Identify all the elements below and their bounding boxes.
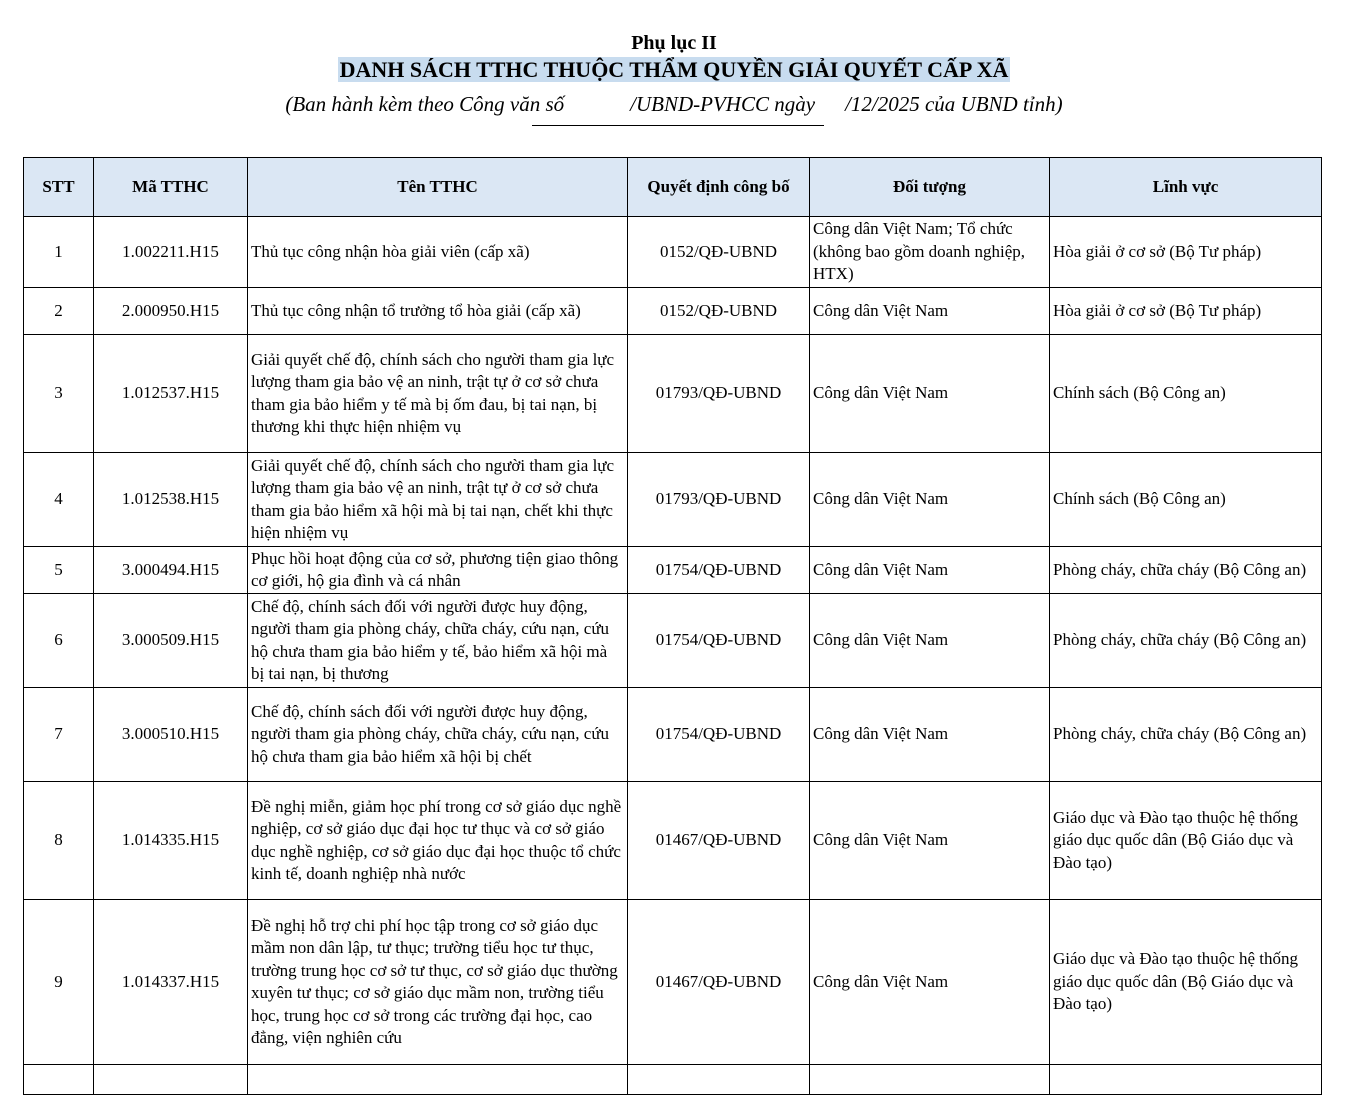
cell-empty bbox=[94, 1065, 248, 1095]
cell-stt: 4 bbox=[24, 453, 94, 547]
column-header-stt: STT bbox=[24, 158, 94, 217]
cell-decision: 01754/QĐ-UBND bbox=[628, 688, 810, 782]
cell-field: Phòng cháy, chữa cháy (Bộ Công an) bbox=[1050, 547, 1322, 594]
column-header-code: Mã TTHC bbox=[94, 158, 248, 217]
cell-decision: 0152/QĐ-UBND bbox=[628, 217, 810, 288]
cell-code: 1.002211.H15 bbox=[94, 217, 248, 288]
cell-field: Phòng cháy, chữa cháy (Bộ Công an) bbox=[1050, 594, 1322, 688]
cell-target: Công dân Việt Nam bbox=[810, 547, 1050, 594]
cell-code: 1.012537.H15 bbox=[94, 335, 248, 453]
table-row bbox=[24, 782, 1322, 900]
cell-stt: 6 bbox=[24, 594, 94, 688]
document-title-text: DANH SÁCH TTHC THUỘC THẨM QUYỀN GIẢI QUYẾT CẤP XÃ bbox=[339, 57, 1009, 82]
cell-field: Chính sách (Bộ Công an) bbox=[1050, 335, 1322, 453]
cell-target: Công dân Việt Nam bbox=[810, 335, 1050, 453]
cell-empty bbox=[1050, 1065, 1322, 1095]
document-subtitle bbox=[0, 90, 1348, 118]
cell-stt: 5 bbox=[24, 547, 94, 594]
table-row bbox=[24, 594, 1322, 688]
table-row-partial bbox=[24, 1065, 1322, 1095]
cell-target: Công dân Việt Nam bbox=[810, 453, 1050, 547]
table-row bbox=[24, 547, 1322, 594]
procedure-table bbox=[23, 157, 1322, 1095]
cell-name: Chế độ, chính sách đối với người được huy động, người tham gia phòng cháy, chữa cháy, cứu nạn, cứu hộ chưa tham gia bảo hiểm xã hội bị chết bbox=[248, 688, 628, 782]
cell-target: Công dân Việt Nam bbox=[810, 594, 1050, 688]
cell-field: Hòa giải ở cơ sở (Bộ Tư pháp) bbox=[1050, 288, 1322, 335]
cell-target: Công dân Việt Nam bbox=[810, 688, 1050, 782]
cell-decision: 0152/QĐ-UBND bbox=[628, 288, 810, 335]
cell-field: Giáo dục và Đào tạo thuộc hệ thống giáo dục quốc dân (Bộ Giáo dục và Đào tạo) bbox=[1050, 782, 1322, 900]
cell-stt: 9 bbox=[24, 900, 94, 1065]
cell-empty bbox=[248, 1065, 628, 1095]
cell-name: Chế độ, chính sách đối với người được huy động, người tham gia phòng cháy, chữa cháy, cứu nạn, cứu hộ chưa tham gia bảo hiểm y tế, bảo hiểm xã hội mà bị tai nạn, bị thương bbox=[248, 594, 628, 688]
cell-decision: 01754/QĐ-UBND bbox=[628, 594, 810, 688]
cell-decision: 01793/QĐ-UBND bbox=[628, 335, 810, 453]
cell-name: Giải quyết chế độ, chính sách cho người tham gia lực lượng tham gia bảo vệ an ninh, trật tự ở cơ sở chưa tham gia bảo hiểm y tế mà bị ốm đau, bị tai nạn, bị thương khi thực hiện nhiệm vụ bbox=[248, 335, 628, 453]
cell-stt: 7 bbox=[24, 688, 94, 782]
table-row bbox=[24, 217, 1322, 288]
cell-empty bbox=[24, 1065, 94, 1095]
cell-code: 3.000509.H15 bbox=[94, 594, 248, 688]
cell-target: Công dân Việt Nam; Tổ chức (không bao gồm doanh nghiệp, HTX) bbox=[810, 217, 1050, 288]
cell-stt: 3 bbox=[24, 335, 94, 453]
cell-name: Thủ tục công nhận hòa giải viên (cấp xã) bbox=[248, 217, 628, 288]
table-row bbox=[24, 688, 1322, 782]
cell-code: 1.012538.H15 bbox=[94, 453, 248, 547]
column-header-decision: Quyết định công bố bbox=[628, 158, 810, 217]
table-row bbox=[24, 335, 1322, 453]
cell-code: 3.000510.H15 bbox=[94, 688, 248, 782]
table-row bbox=[24, 453, 1322, 547]
cell-decision: 01467/QĐ-UBND bbox=[628, 782, 810, 900]
document-header bbox=[0, 30, 1348, 118]
table-row bbox=[24, 288, 1322, 335]
cell-target: Công dân Việt Nam bbox=[810, 782, 1050, 900]
subtitle-part-3: /12/2025 của UBND tỉnh) bbox=[845, 92, 1063, 116]
cell-code: 3.000494.H15 bbox=[94, 547, 248, 594]
document-title bbox=[0, 56, 1348, 84]
cell-target: Công dân Việt Nam bbox=[810, 900, 1050, 1065]
cell-name: Phục hồi hoạt động của cơ sở, phương tiện giao thông cơ giới, hộ gia đình và cá nhân bbox=[248, 547, 628, 594]
cell-stt: 8 bbox=[24, 782, 94, 900]
cell-stt: 2 bbox=[24, 288, 94, 335]
subtitle-underline bbox=[532, 125, 824, 126]
cell-code: 2.000950.H15 bbox=[94, 288, 248, 335]
column-header-field: Lĩnh vực bbox=[1050, 158, 1322, 217]
cell-name: Thủ tục công nhận tổ trưởng tổ hòa giải (cấp xã) bbox=[248, 288, 628, 335]
cell-code: 1.014337.H15 bbox=[94, 900, 248, 1065]
cell-decision: 01793/QĐ-UBND bbox=[628, 453, 810, 547]
cell-name: Giải quyết chế độ, chính sách cho người tham gia lực lượng tham gia bảo vệ an ninh, trật tự ở cơ sở chưa tham gia bảo hiểm xã hội mà bị tai nạn, chết khi thực hiện nhiệm vụ bbox=[248, 453, 628, 547]
appendix-label: Phụ lục II bbox=[631, 32, 717, 54]
subtitle-part-2: /UBND-PVHCC ngày bbox=[630, 92, 816, 116]
cell-decision: 01754/QĐ-UBND bbox=[628, 547, 810, 594]
cell-code: 1.014335.H15 bbox=[94, 782, 248, 900]
cell-empty bbox=[810, 1065, 1050, 1095]
table-header-row bbox=[24, 158, 1322, 217]
subtitle-part-1: (Ban hành kèm theo Công văn số bbox=[285, 92, 565, 116]
cell-name: Đề nghị hỗ trợ chi phí học tập trong cơ sở giáo dục mầm non dân lập, tư thục; trường tiểu học tư thục, trường trung học cơ sở tư thục, cơ sở giáo dục thường xuyên tư thục; cơ sở giáo dục mầm non, trường tiểu học, trung học cơ sở trong các trường đại học, cao đẳng, viện nghiên cứu bbox=[248, 900, 628, 1065]
column-header-target: Đối tượng bbox=[810, 158, 1050, 217]
cell-stt: 1 bbox=[24, 217, 94, 288]
cell-empty bbox=[628, 1065, 810, 1095]
cell-name: Đề nghị miễn, giảm học phí trong cơ sở giáo dục nghề nghiệp, cơ sở giáo dục đại học tư thục và cơ sở giáo dục nghề nghiệp, cơ sở giáo dục đại học thuộc tổ chức kinh tế, doanh nghiệp nhà nước bbox=[248, 782, 628, 900]
cell-target: Công dân Việt Nam bbox=[810, 288, 1050, 335]
column-header-name: Tên TTHC bbox=[248, 158, 628, 217]
cell-field: Phòng cháy, chữa cháy (Bộ Công an) bbox=[1050, 688, 1322, 782]
cell-field: Giáo dục và Đào tạo thuộc hệ thống giáo dục quốc dân (Bộ Giáo dục và Đào tạo) bbox=[1050, 900, 1322, 1065]
table-row bbox=[24, 900, 1322, 1065]
cell-field: Chính sách (Bộ Công an) bbox=[1050, 453, 1322, 547]
cell-field: Hòa giải ở cơ sở (Bộ Tư pháp) bbox=[1050, 217, 1322, 288]
cell-decision: 01467/QĐ-UBND bbox=[628, 900, 810, 1065]
